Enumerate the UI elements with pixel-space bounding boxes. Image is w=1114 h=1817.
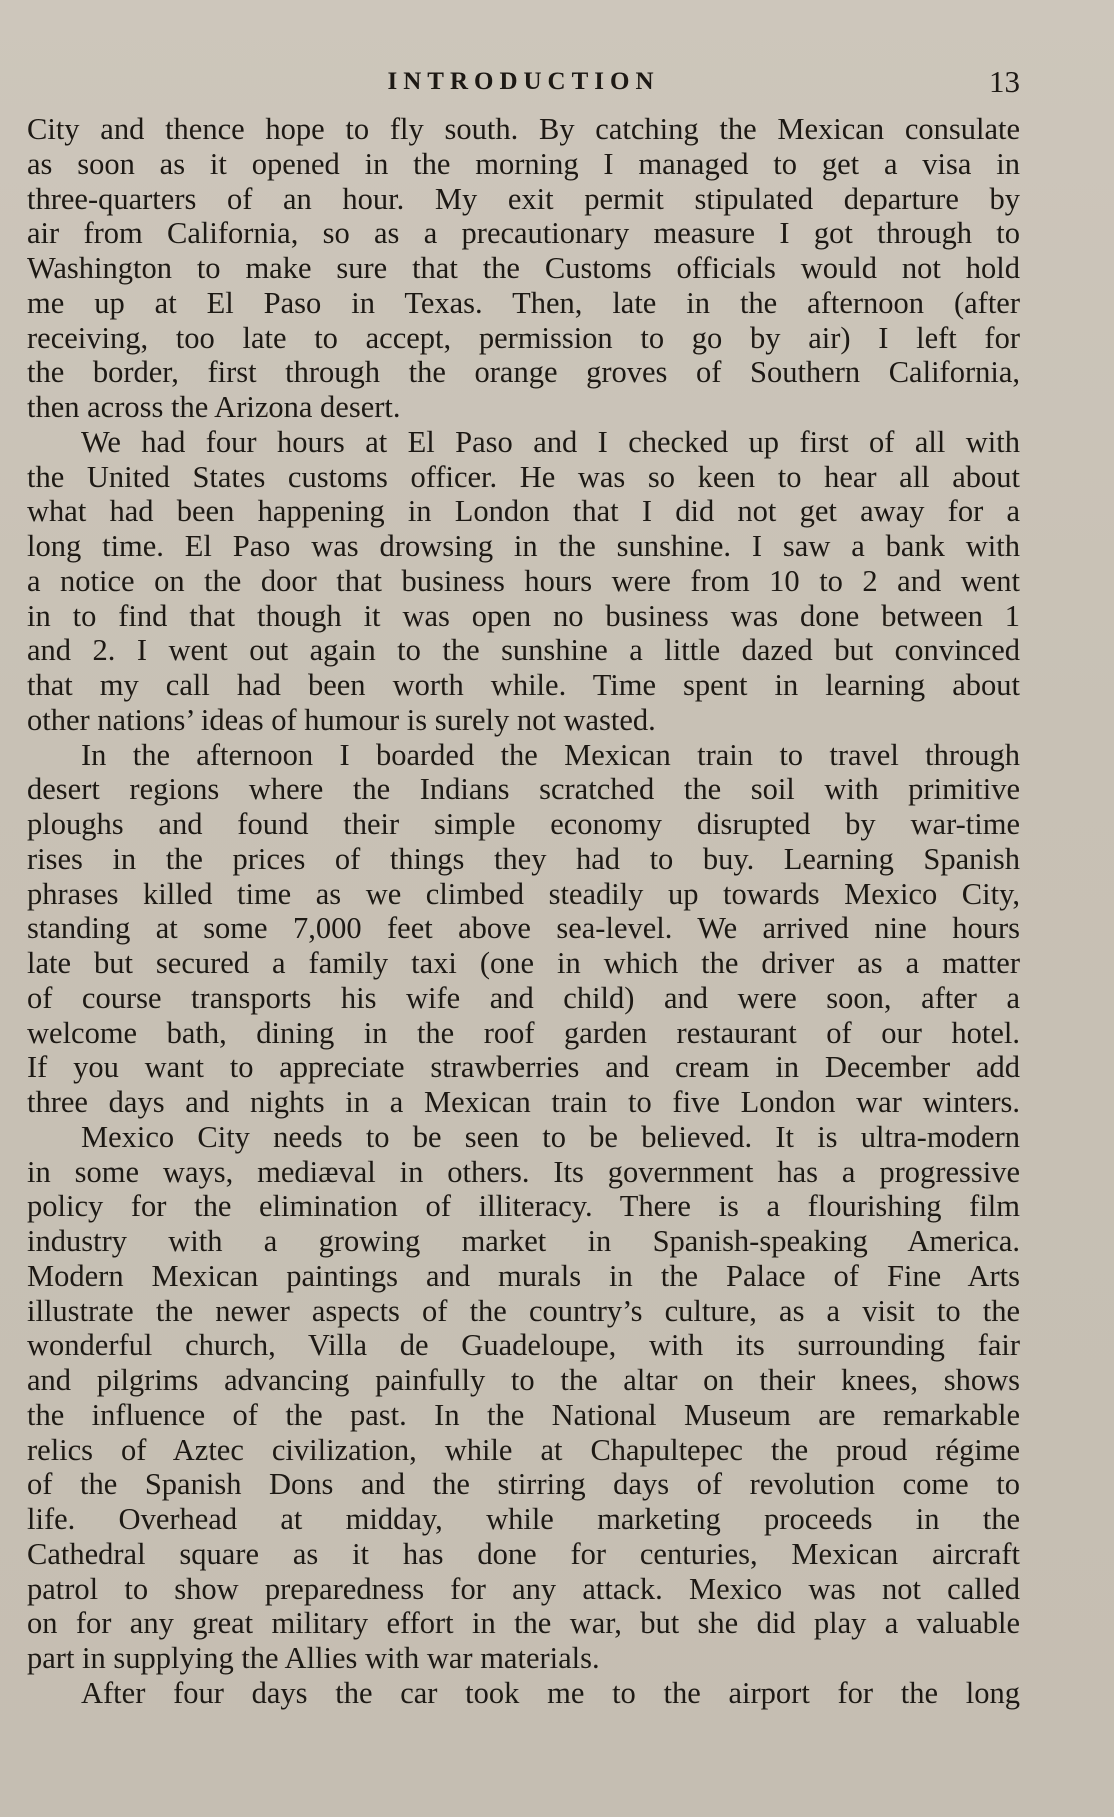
text-line: late but secured a family taxi (one in which the driver as a matter (27, 946, 1020, 980)
text-line: rises in the prices of things they had to buy. Learning Spanish (27, 841, 1020, 876)
text-line: life. Overhead at midday, while marketing proceeds in the (27, 1502, 1020, 1536)
text-line: the United States customs officer. He was so keen to hear all about (27, 459, 1020, 494)
text-line: in to find that though it was open no business was done between 1 (27, 598, 1020, 633)
text-line: in some ways, mediæval in others. Its government has a progressive (27, 1154, 1020, 1189)
text-line: the border, first through the orange groves of Southern California, (27, 355, 1020, 390)
text-line: standing at some 7,000 feet above sea-level. We arrived nine hours (27, 911, 1020, 946)
text-line: what had been happening in London that I did not get away for a (27, 494, 1020, 529)
text-line: of the Spanish Dons and the stirring days of revolution come to (27, 1467, 1020, 1502)
text-line: three-quarters of an hour. My exit permit stipulated departure by (27, 181, 1020, 216)
text-line: as soon as it opened in the morning I managed to get a visa in (27, 146, 1020, 181)
text-line: desert regions where the Indians scratched the soil with primitive (27, 772, 1020, 807)
text-line: welcome bath, dining in the roof garden restaurant of our hotel. (27, 1015, 1020, 1050)
paragraph-end-line: other nations’ ideas of humour is surely not wasted. (27, 702, 656, 737)
text-line: Modern Mexican paintings and murals in the Palace of Fine Arts (27, 1258, 1020, 1293)
paragraph-start-line: After four days the car took me to the airport for the long (81, 1675, 1020, 1710)
page-header (27, 64, 1020, 100)
text-line: City and thence hope to fly south. By catching the Mexican consulate (27, 112, 1020, 146)
paragraph-start-line: In the afternoon I boarded the Mexican train to travel through (81, 737, 1020, 772)
text-line: on for any great military effort in the war, but she did play a valuable (27, 1606, 1020, 1641)
text-line: Washington to make sure that the Customs officials would not hold (27, 251, 1020, 285)
body-text (27, 112, 1020, 1711)
text-line: illustrate the newer aspects of the country’s culture, as a visit to the (27, 1293, 1020, 1328)
page-number: 13 (989, 64, 1020, 99)
text-line: relics of Aztec civilization, while at Chapultepec the proud régime (27, 1432, 1020, 1467)
text-line: wonderful church, Villa de Guadeloupe, with its surrounding fair (27, 1328, 1020, 1363)
paragraph-start-line: We had four hours at El Paso and I checked up first of all with (81, 424, 1020, 459)
text-line: and pilgrims advancing painfully to the altar on their knees, shows (27, 1363, 1020, 1397)
text-line: and 2. I went out again to the sunshine a little dazed but convinced (27, 633, 1020, 668)
text-line: of course transports his wife and child) and were soon, after a (27, 980, 1020, 1015)
text-line: long time. El Paso was drowsing in the sunshine. I saw a bank with (27, 529, 1020, 563)
text-line: If you want to appreciate strawberries and cream in December add (27, 1050, 1020, 1085)
text-line: ploughs and found their simple economy disrupted by war-time (27, 807, 1020, 841)
text-line: policy for the elimination of illiteracy. There is a flourishing film (27, 1189, 1020, 1224)
text-line: air from California, so as a precautionary measure I got through to (27, 216, 1020, 251)
text-line: the influence of the past. In the National Museum are remarkable (27, 1397, 1020, 1432)
text-line: industry with a growing market in Spanish-speaking America. (27, 1224, 1020, 1258)
text-line: receiving, too late to accept, permission to go by air) I left for (27, 320, 1020, 355)
running-title: INTRODUCTION (387, 68, 660, 95)
text-line: that my call had been worth while. Time spent in learning about (27, 668, 1020, 702)
text-line: phrases killed time as we climbed steadily up towards Mexico City, (27, 876, 1020, 911)
text-line: me up at El Paso in Texas. Then, late in the afternoon (after (27, 285, 1020, 320)
text-line: patrol to show preparedness for any attack. Mexico was not called (27, 1571, 1020, 1606)
paragraph-end-line: then across the Arizona desert. (27, 390, 401, 424)
paragraph-end-line: part in supplying the Allies with war materials. (27, 1641, 600, 1675)
paragraph-end-line: three days and nights in a Mexican train to five London war winters. (27, 1085, 1020, 1119)
text-line: a notice on the door that business hours were from 10 to 2 and went (27, 563, 1020, 598)
paragraph-start-line: Mexico City needs to be seen to be believed. It is ultra-modern (81, 1119, 1020, 1154)
text-line: Cathedral square as it has done for centuries, Mexican aircraft (27, 1536, 1020, 1571)
